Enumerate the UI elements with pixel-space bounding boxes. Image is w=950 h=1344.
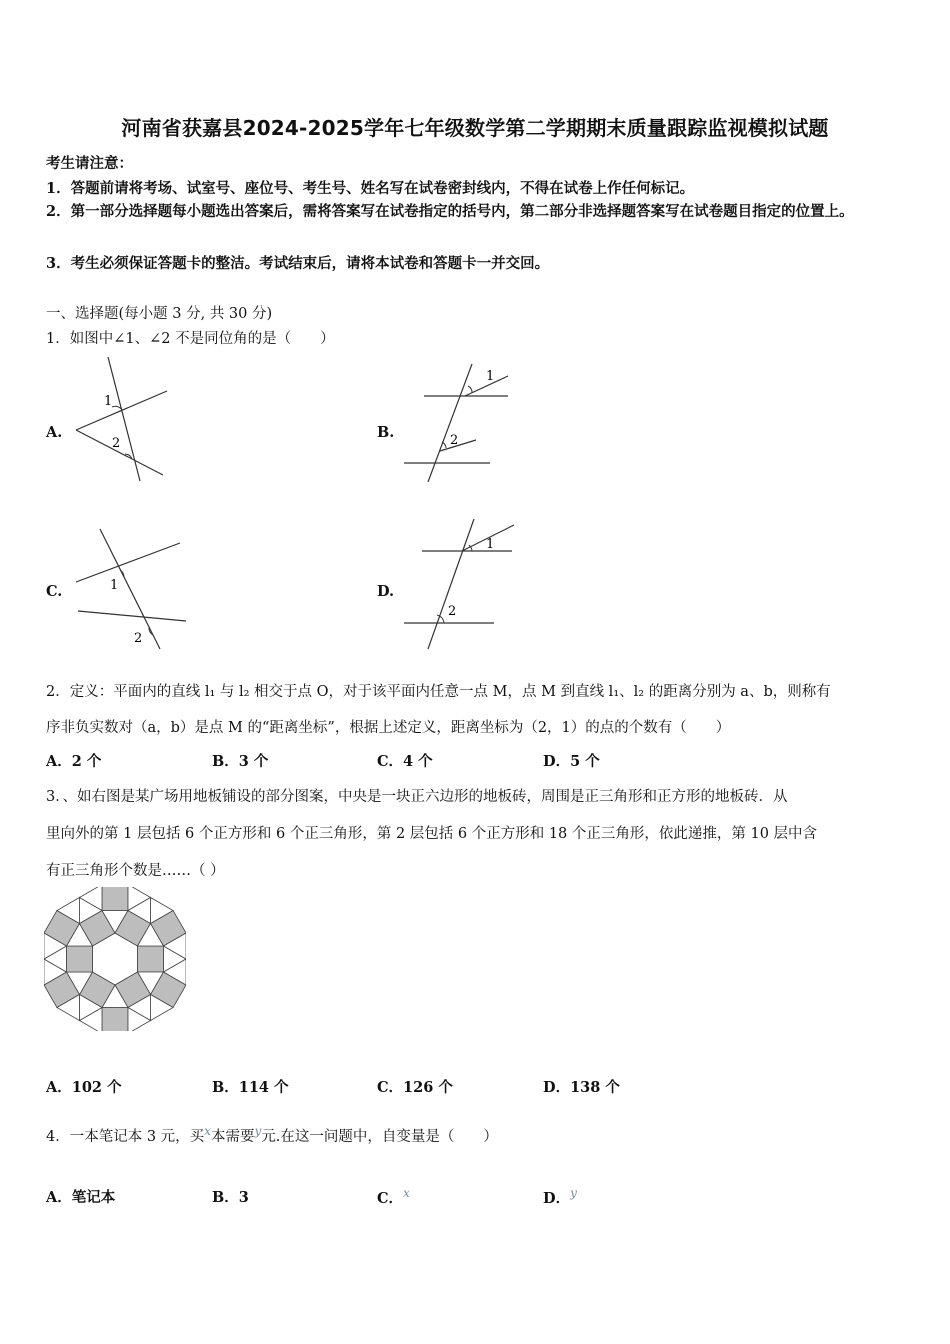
q2-option-c[interactable]: C．4 个 (377, 753, 433, 770)
notice-item-2: 2．第一部分选择题每小题选出答案后，需将答案写在试卷指定的括号内，第二部分非选择题答案写在试卷题目指定的位置上。 (46, 203, 854, 220)
q3-option-b[interactable]: B．114 个 (212, 1079, 289, 1096)
q3-stem-line3: 有正三角形个数是……（ ） (46, 863, 225, 879)
q3-stem-line2: 里向外的第 1 层包括 6 个正方形和 6 个正三角形，第 2 层包括 6 个正方形和 18 个正三角形，依此递推，第 10 层中含 (46, 826, 818, 842)
q1-option-d-label[interactable]: D. (377, 583, 395, 600)
q4-option-b-label: B．3 (212, 1189, 249, 1206)
q4-option-b[interactable] (212, 1186, 249, 1207)
q4-stem-part-c: 元.在这一问题中，自变量是（ ） (261, 1128, 498, 1145)
q1b-angle-1: 1 (486, 369, 495, 384)
notice-item-1: 1．答题前请将考场、试室号、座位号、考生号、姓名写在试卷密封线内，不得在试卷上作任何标记。 (46, 180, 695, 197)
q2-stem-line2: 序非负实数对（a，b）是点 M 的“距离坐标”，根据上述定义，距离坐标为（2，1）的点的个数有（ ） (46, 720, 731, 736)
q1-figure-b (400, 360, 515, 485)
q1b-angle-2: 2 (450, 433, 459, 448)
q4-option-d-var: y (570, 1186, 577, 1200)
q1a-angle-1: 1 (104, 394, 113, 409)
q4-option-d[interactable] (543, 1186, 577, 1208)
q2-option-b[interactable]: B．3 个 (212, 753, 269, 770)
q3-option-d[interactable]: D．138 个 (543, 1079, 620, 1096)
q2-stem-line1: 2．定义：平面内的直线 l₁ 与 l₂ 相交于点 O，对于该平面内任意一点 M，点 M 到直线 l₁、l₂ 的距离分别为 a、b，则称有 (46, 684, 831, 700)
q4-var-y: y (254, 1124, 262, 1138)
q1-stem: 1．如图中∠1、∠2 不是同位角的是（ ） (46, 331, 335, 347)
page-title: 河南省获嘉县2024-2025学年七年级数学第二学期期末质量跟踪监视模拟试题 (121, 116, 829, 140)
q1-figure-c (72, 525, 192, 653)
notice-heading: 考生请注意： (46, 155, 133, 172)
section-heading: 一、选择题(每小题 3 分, 共 30 分) (46, 306, 273, 322)
q1-figure-a (66, 355, 176, 485)
q1-option-b-label[interactable]: B. (377, 424, 395, 441)
q1-figure-d (400, 515, 520, 653)
notice-item-3: 3．考生必须保证答题卡的整洁。考试结束后，请将本试卷和答题卡一并交回。 (46, 255, 550, 272)
q4-option-c[interactable] (377, 1186, 410, 1208)
q1d-angle-1: 1 (486, 537, 495, 552)
q3-tiling-figure (44, 887, 186, 1031)
q4-var-x: x (204, 1124, 211, 1138)
q3-option-c[interactable]: C．126 个 (377, 1079, 453, 1096)
q4-option-a-label: A．笔记本 (46, 1189, 116, 1206)
q1-option-a-label[interactable]: A. (46, 424, 63, 441)
q4-option-d-label: D． (543, 1189, 571, 1207)
q4-stem-part-b: 本需要 (210, 1128, 255, 1145)
q1a-angle-2: 2 (112, 436, 121, 451)
layer2-square (102, 1008, 128, 1031)
q3-stem-line1: 3．、如右图是某广场用地板铺设的部分图案，中央是一块正六边形的地板砖，周围是正三角形和正方形的地板砖．从 (46, 789, 788, 805)
q4-stem-part-a: 4．一本笔记本 3 元，买 (46, 1128, 205, 1145)
q4-stem (46, 1124, 498, 1146)
q1c-angle-2: 2 (134, 631, 143, 646)
layer1-square (66, 946, 92, 972)
q1d-angle-2: 2 (448, 604, 457, 619)
layer2-square (102, 887, 128, 910)
q2-option-d[interactable]: D．5 个 (543, 753, 600, 770)
q4-option-c-var: x (403, 1186, 410, 1200)
layer1-square (138, 946, 164, 972)
q2-option-a[interactable]: A．2 个 (46, 753, 102, 770)
q3-option-a[interactable]: A．102 个 (46, 1079, 122, 1096)
q1-option-c-label[interactable]: C. (46, 583, 63, 600)
q4-option-c-label: C． (377, 1189, 404, 1207)
q4-option-a[interactable] (46, 1186, 115, 1207)
q1c-angle-1: 1 (110, 578, 119, 593)
